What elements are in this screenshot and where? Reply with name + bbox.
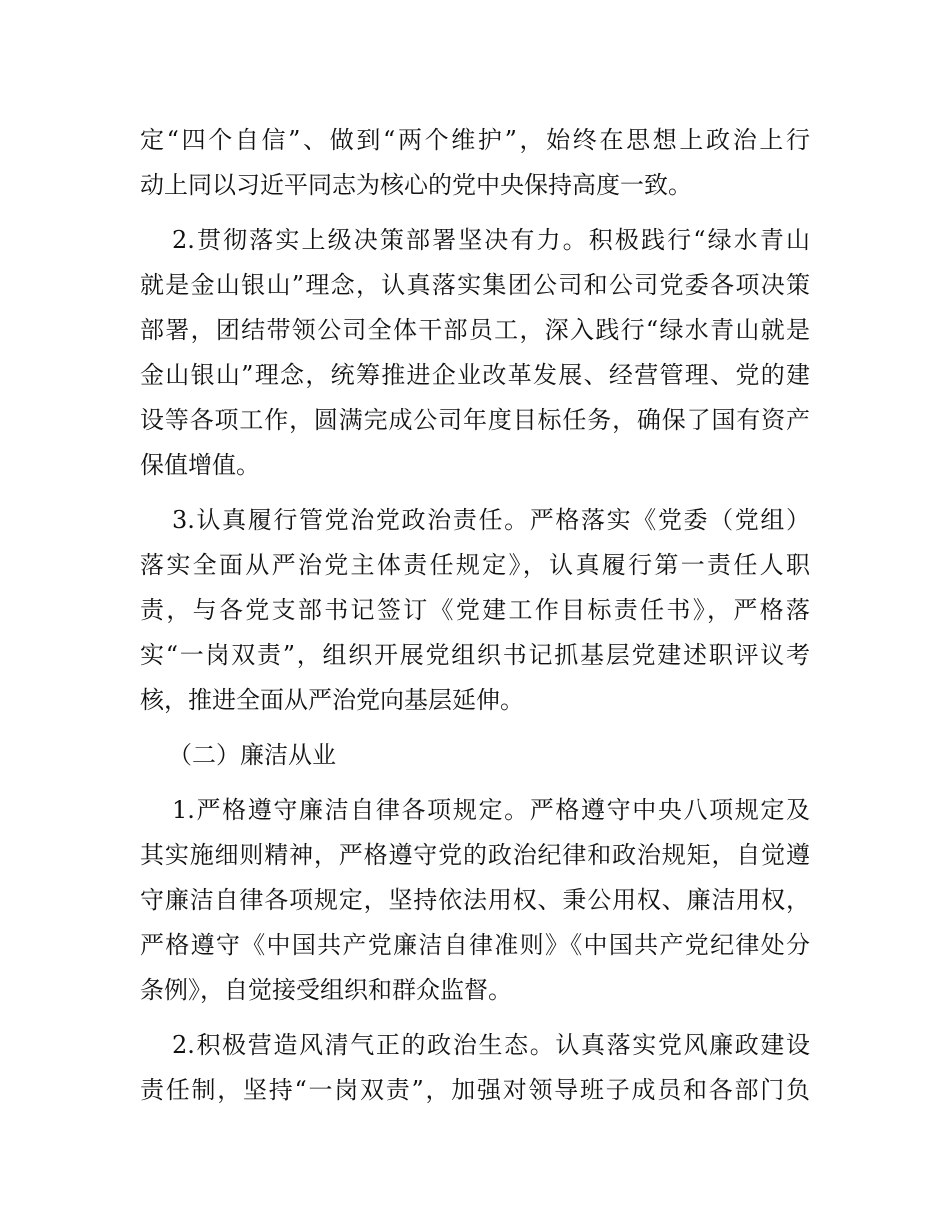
paragraph-start: 2.贯彻落实上级决策部署坚决有力。积极践行“绿水青山 bbox=[172, 226, 810, 254]
text-line: 核，推进全面从严治党向基层延伸。 bbox=[140, 686, 524, 714]
text-line: 守廉洁自律各项规定，坚持依法用权、秉公用权、廉洁用权， bbox=[140, 886, 810, 914]
text-line: 其实施细则精神，严格遵守党的政治纪律和政治规矩，自觉遵 bbox=[140, 841, 810, 869]
text-line: 落实全面从严治党主体责任规定》，认真履行第一责任人职 bbox=[140, 551, 810, 579]
section-heading: （二）廉洁从业 bbox=[168, 741, 336, 769]
text-line: 严格遵守《中国共产党廉洁自律准则》《中国共产党纪律处分 bbox=[140, 931, 810, 959]
text-line: 金山银山”理念，统筹推进企业改革发展、经营管理、党的建 bbox=[140, 361, 810, 389]
paragraph-start: 1.严格遵守廉洁自律各项规定。严格遵守中央八项规定及 bbox=[172, 796, 810, 824]
text-line: 实“一岗双责”，组织开展党组织书记抓基层党建述职评议考 bbox=[140, 641, 810, 669]
paragraph-start: 2.积极营造风清气正的政治生态。认真落实党风廉政建设 bbox=[172, 1031, 810, 1059]
paragraph-start: 3.认真履行管党治党政治责任。严格落实《党委（党组） bbox=[172, 506, 810, 534]
text-line: 责任制，坚持“一岗双责”，加强对领导班子成员和各部门负 bbox=[140, 1076, 810, 1104]
text-line: 就是金山银山”理念，认真落实集团公司和公司党委各项决策 bbox=[140, 271, 810, 299]
text-line: 定“四个自信”、做到“两个维护”，始终在思想上政治上行 bbox=[140, 126, 810, 154]
text-line: 责，与各党支部书记签订《党建工作目标责任书》，严格落 bbox=[140, 596, 810, 624]
text-line: 保值增值。 bbox=[140, 451, 260, 479]
text-line: 设等各项工作，圆满完成公司年度目标任务，确保了国有资产 bbox=[140, 406, 810, 434]
text-line: 部署，团结带领公司全体干部员工，深入践行“绿水青山就是 bbox=[140, 316, 810, 344]
text-line: 条例》，自觉接受组织和群众监督。 bbox=[140, 976, 512, 1004]
text-line: 动上同以习近平同志为核心的党中央保持高度一致。 bbox=[140, 171, 692, 199]
